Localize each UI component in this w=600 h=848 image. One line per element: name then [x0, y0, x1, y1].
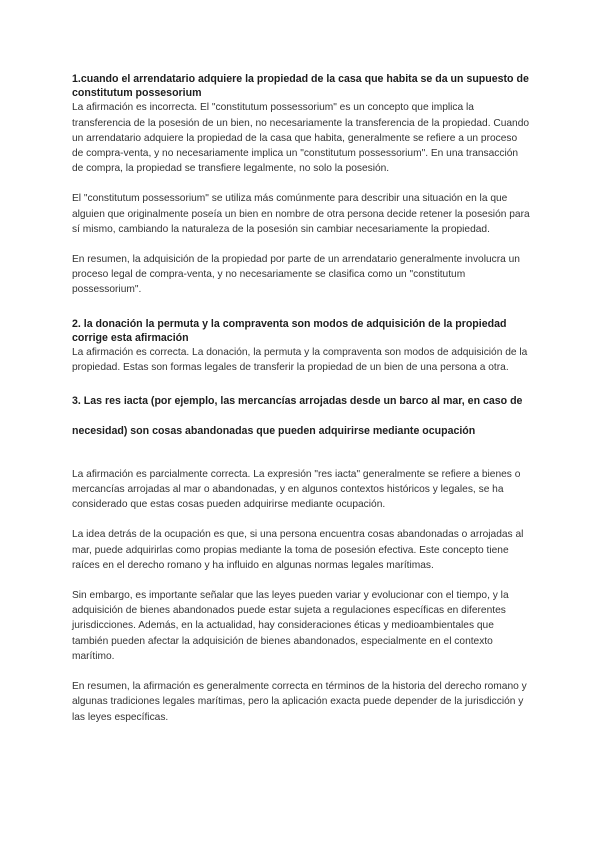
section-2-heading: 2. la donación la permuta y la compraventa son modos de adquisición de la propiedad corrige esta afirmación: [72, 317, 507, 344]
section-3-paragraph-2: La idea detrás de la ocupación es que, si una persona encuentra cosas abandonadas o arrojadas al mar, puede adquirirlas como propias mediante la toma de posesión efectiva. Este concepto tiene raíces en el derecho romano y ha influido en algunas normas legales marítimas.: [72, 529, 524, 571]
section-1-paragraph-1: La afirmación es incorrecta. El "constitutum possessorium" es un concepto que implica la transferencia de la posesión de un bien, no necesariamente la transferencia de la propiedad. Cuando un arrendatario adquiere la propiedad de la casa que habita, generalmente se refiere a un proceso de compra-venta, y no necesariamente implica un "constitutum possessorium". En una transacción de compra, la propiedad se transfiere legalmente, no solo la posesión.: [72, 102, 530, 175]
section-1-heading: 1.cuando el arrendatario adquiere la propiedad de la casa que habita se da un supuesto de constitutum possesorium: [72, 73, 529, 100]
section-1-paragraph-3: En resumen, la adquisición de la propiedad por parte de un arrendatario generalmente involucra un proceso legal de compra-venta, y no necesariamente se clasifica como un "constitutum possessorium".: [72, 254, 520, 296]
section-3-heading-line-1: 3. Las res iacta (por ejemplo, las mercancías arrojadas desde un barco al mar, en caso de: [72, 395, 523, 408]
section-3-paragraph-3: Sin embargo, es importante señalar que las leyes pueden variar y evolucionar con el tiempo, y la adquisición de bienes abandonados puede estar sujeta a regulaciones específicas en diferentes jurisdicciones. Además, en la actualidad, hay consideraciones éticas y medioambientales que también pueden afectar la adquisición de bienes abandonados, especialmente en el contexto marítimo.: [72, 590, 509, 662]
section-2-paragraph-1: La afirmación es correcta. La donación, la permuta y la compraventa son modos de adquisición de la propiedad. Estas son formas legales de transferir la propiedad de un bien de una persona a otra.: [72, 347, 528, 374]
section-3-paragraph-1: La afirmación es parcialmente correcta. La expresión "res iacta" generalmente se refiere a bienes o mercancías arrojadas al mar o abandonadas, y en algunos contextos históricos y legales, se ha considerado que estas cosas pueden adquirirse mediante ocupación.: [72, 468, 521, 511]
section-1-paragraph-2: El "constitutum possessorium" se utiliza más comúnmente para describir una situación en la que alguien que originalmente poseía un bien en nombre de otra persona decide retener la posesión para sí mismo, cambiando la naturaleza de la posesión sin cambiar necesariamente la propiedad.: [72, 193, 530, 235]
section-3-paragraph-4: En resumen, la afirmación es generalmente correcta en términos de la historia del derecho romano y algunas tradiciones legales marítimas, pero la aplicación exacta puede depender de la jurisdicción y las leyes específicas.: [72, 681, 527, 723]
section-3-heading-line-2: necesidad) son cosas abandonadas que pueden adquirirse mediante ocupación: [72, 424, 476, 437]
